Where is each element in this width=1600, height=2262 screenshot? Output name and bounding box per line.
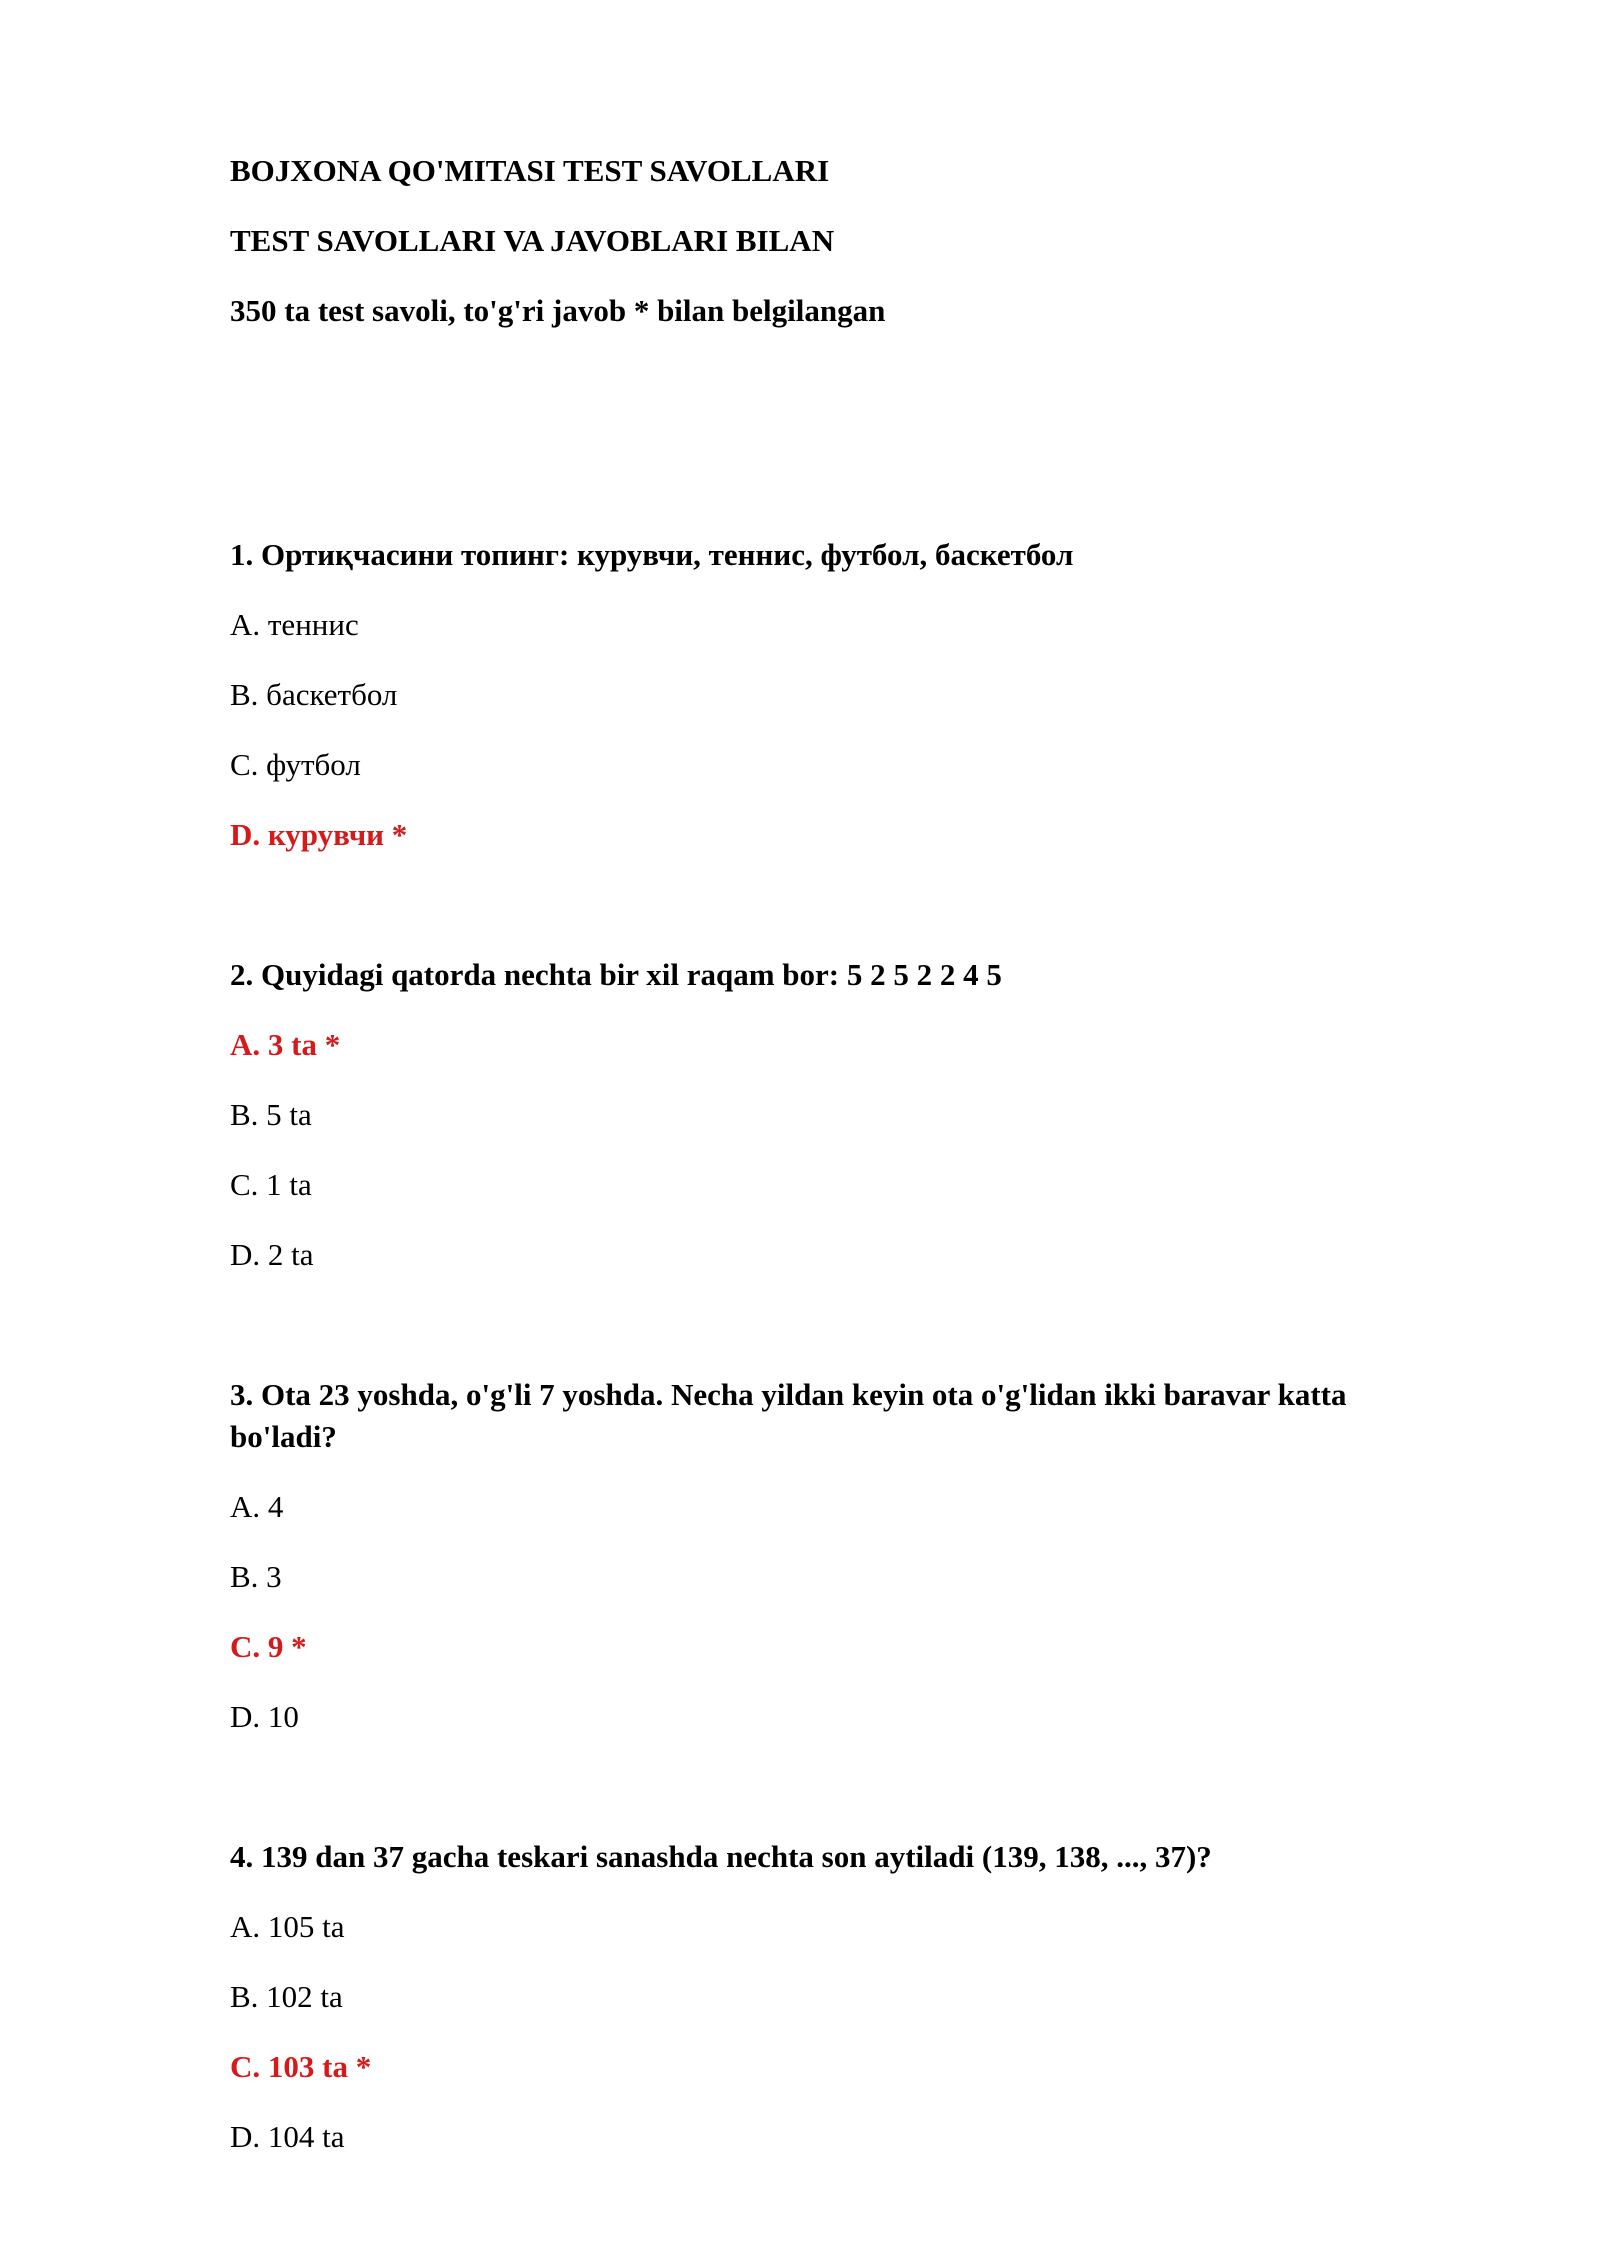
correct-answer-option: C. 9 * xyxy=(230,1629,307,1664)
answer-option: B. 3 xyxy=(230,1559,282,1594)
correct-answer-option: A. 3 ta * xyxy=(230,1027,341,1062)
question-text: 3. Ota 23 yoshda, o'g'li 7 yoshda. Necha yildan keyin ota o'g'lidan ikki baravar katta bo'ladi? xyxy=(230,1377,1347,1454)
question-text: 2. Quyidagi qatorda nechta bir xil raqam bor: 5 2 5 2 2 4 5 xyxy=(230,957,1002,992)
answer-option: D. 10 xyxy=(230,1699,299,1734)
question-2 xyxy=(230,954,1430,1276)
question-3 xyxy=(230,1374,1430,1738)
document-title: BOJXONA QO'MITASI TEST SAVOLLARI xyxy=(230,153,830,188)
answer-option: C. 1 ta xyxy=(230,1167,312,1202)
answer-option: C. футбол xyxy=(230,747,361,782)
question-text: 1. Ортиқчасини топинг: курувчи, теннис, футбол, баскетбол xyxy=(230,537,1074,572)
answer-option: A. 105 ta xyxy=(230,1909,345,1944)
question-1 xyxy=(230,534,1430,856)
answer-option: D. 104 ta xyxy=(230,2119,345,2154)
question-list xyxy=(230,534,1430,2158)
document-subtitle: TEST SAVOLLARI VA JAVOBLARI BILAN xyxy=(230,223,835,258)
correct-answer-option: C. 103 ta * xyxy=(230,2049,372,2084)
correct-answer-option: D. курувчи * xyxy=(230,817,408,852)
document-note: 350 ta test savoli, to'g'ri javob * bilan belgilangan xyxy=(230,293,886,328)
answer-option: B. баскетбол xyxy=(230,677,398,712)
answer-option: A. 4 xyxy=(230,1489,284,1524)
question-4 xyxy=(230,1836,1430,2158)
header-spacer xyxy=(230,360,1430,534)
document-page xyxy=(230,150,1430,2158)
question-text: 4. 139 dan 37 gacha teskari sanashda nechta son aytiladi (139, 138, ..., 37)? xyxy=(230,1839,1212,1874)
answer-option: B. 5 ta xyxy=(230,1097,312,1132)
answer-option: D. 2 ta xyxy=(230,1237,314,1272)
answer-option: B. 102 ta xyxy=(230,1979,343,2014)
answer-option: A. теннис xyxy=(230,607,359,642)
